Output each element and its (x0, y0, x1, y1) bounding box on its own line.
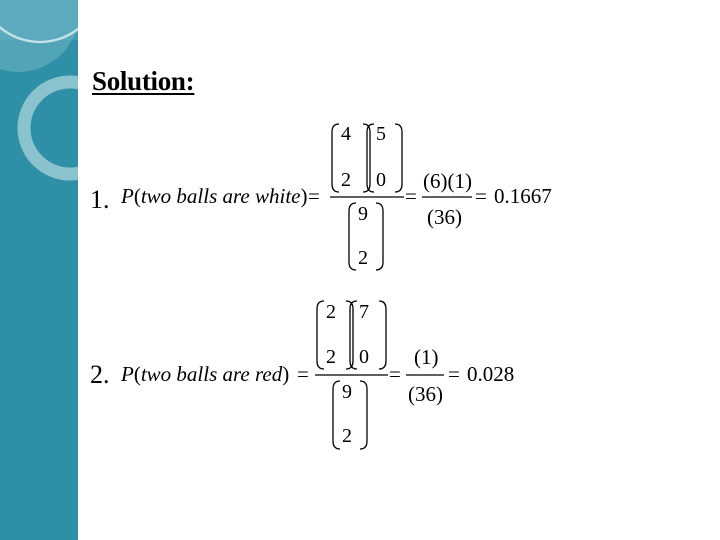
result-value: 0.028 (467, 362, 515, 386)
equals-sign: = (405, 184, 417, 208)
binom-k: 2 (342, 425, 352, 447)
binom-k: 0 (359, 346, 369, 368)
binomial-top-right (367, 123, 402, 192)
fraction-numerator: (6)(1) (423, 169, 472, 193)
equals-sign: = (448, 362, 460, 386)
lhs-expression: P(two balls are red) (121, 362, 290, 386)
fraction-denominator: (36) (427, 205, 462, 229)
binomial-bottom (349, 203, 383, 270)
binom-n: 9 (342, 381, 352, 403)
binom-k: 2 (358, 247, 368, 269)
binomial-top-left (332, 123, 370, 192)
item-number: 2. (90, 360, 110, 389)
equation-1 (90, 123, 552, 270)
fraction-denominator: (36) (408, 382, 443, 406)
slide-title: Solution: (92, 66, 195, 96)
binom-n: 7 (359, 301, 369, 323)
binomial-bottom (333, 381, 367, 449)
equals-sign: = (389, 362, 401, 386)
binomial-top-right (350, 301, 386, 369)
equals-sign: = (308, 184, 320, 208)
equation-2 (90, 301, 514, 449)
result-value: 0.1667 (494, 184, 552, 208)
binom-k: 0 (376, 169, 386, 191)
binomial-top-left (317, 301, 353, 369)
binom-k: 2 (341, 169, 351, 191)
binom-n: 2 (326, 301, 336, 323)
binom-k: 2 (326, 346, 336, 368)
fraction-numerator: (1) (414, 345, 439, 369)
binom-n: 4 (341, 123, 351, 145)
lhs-expression: P(two balls are white) (121, 184, 308, 208)
binom-n: 9 (358, 203, 368, 225)
equals-sign: = (475, 184, 487, 208)
item-number: 1. (90, 185, 110, 214)
equals-sign: = (297, 362, 309, 386)
binom-n: 5 (376, 123, 386, 145)
